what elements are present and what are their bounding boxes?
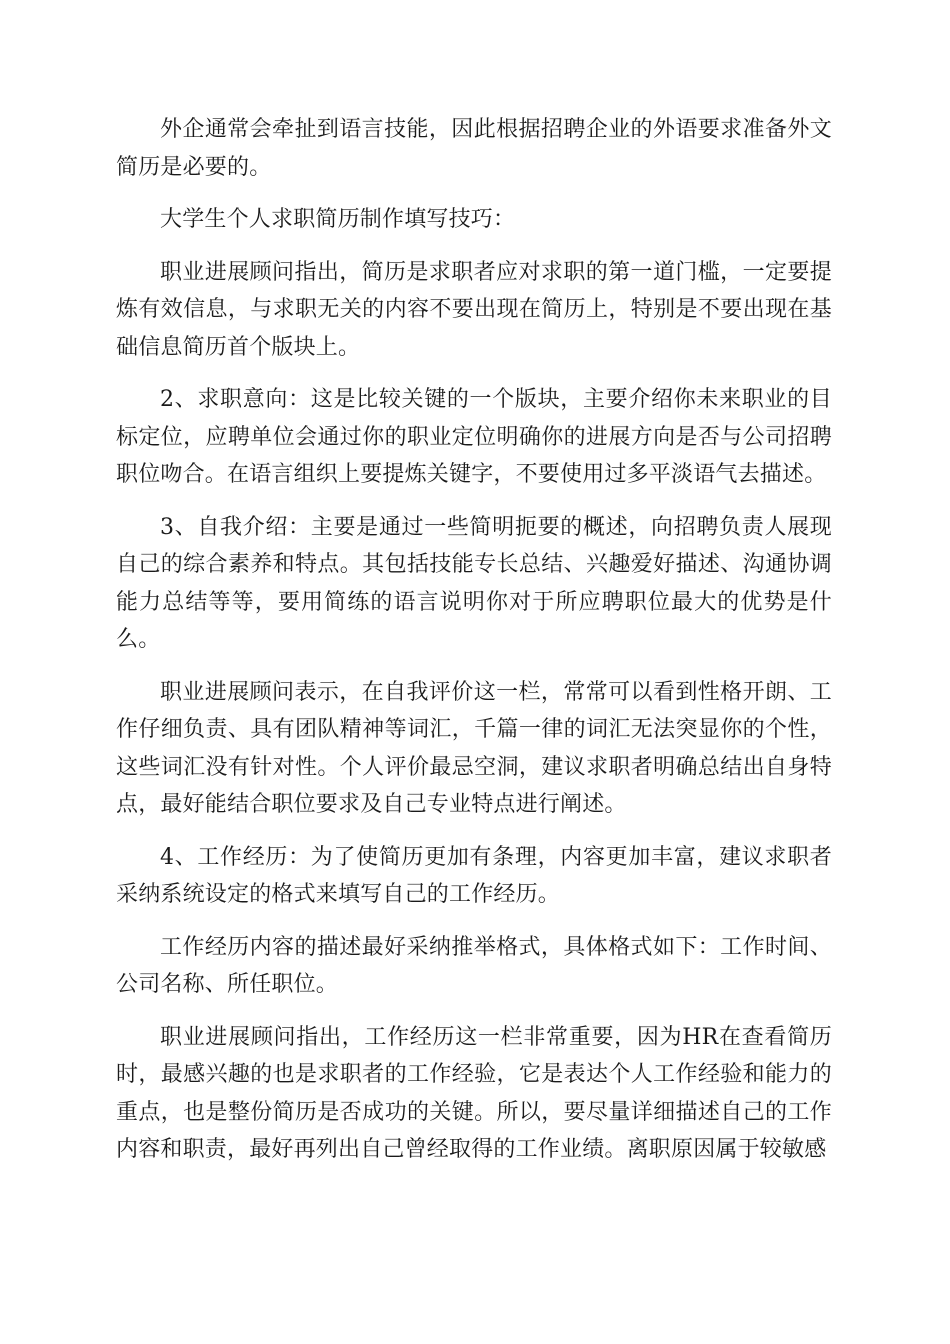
paragraph-foreign-language-resume: 外企通常会牵扯到语言技能，因此根据招聘企业的外语要求准备外文简历是必要的。 (116, 117, 832, 180)
paragraph-self-introduction: 3、自我介绍：主要是通过一些简明扼要的概述，向招聘负责人展现自己的综合素养和特点。其包括技能专长总结、兴趣爱好描述、沟通协调能力总结等等，要用简练的语言说明你对于所应聘职位最大的优势是什么。 (116, 514, 832, 652)
paragraph-section-heading: 大学生个人求职简历制作填写技巧： (160, 207, 516, 232)
paragraph-job-intention: 2、求职意向：这是比较关键的一个版块，主要介绍你未来职业的目标定位，应聘单位会通过你的职业定位明确你的进展方向是否与公司招聘职位吻合。在语言组织上要提炼关键字，不要使用过多平淡语气去描述。 (116, 387, 832, 487)
paragraph-self-evaluation: 职业进展顾问表示，在自我评价这一栏，常常可以看到性格开朗、工作仔细负责、具有团队精神等词汇，千篇一律的词汇无法突显你的个性，这些词汇没有针对性。个人评价最忌空洞，建议求职者明确总结出自身特点，最好能结合职位要求及自己专业特点进行阐述。 (116, 679, 832, 817)
paragraph-work-importance: 职业进展顾问指出，工作经历这一栏非常重要，因为HR在查看简历时，最感兴趣的也是求职者的工作经验，它是表达个人工作经验和能力的重点，也是整份简历是否成功的关键。所以，要尽量详细描述自己的工作内容和职责，最好再列出自己曾经取得的工作业绩。离职原因属于较敏感 (116, 1024, 832, 1162)
paragraph-work-experience: 4、工作经历：为了使简历更加有条理，内容更加丰富，建议求职者采纳系统设定的格式来填写自己的工作经历。 (116, 844, 832, 907)
document-body (116, 111, 832, 1184)
paragraph-work-format: 工作经历内容的描述最好采纳推举格式，具体格式如下：工作时间、公司名称、所任职位。 (116, 934, 832, 997)
paragraph-resume-threshold: 职业进展顾问指出，简历是求职者应对求职的第一道门槛，一定要提炼有效信息，与求职无关的内容不要出现在简历上，特别是不要出现在基础信息简历首个版块上。 (116, 259, 832, 360)
